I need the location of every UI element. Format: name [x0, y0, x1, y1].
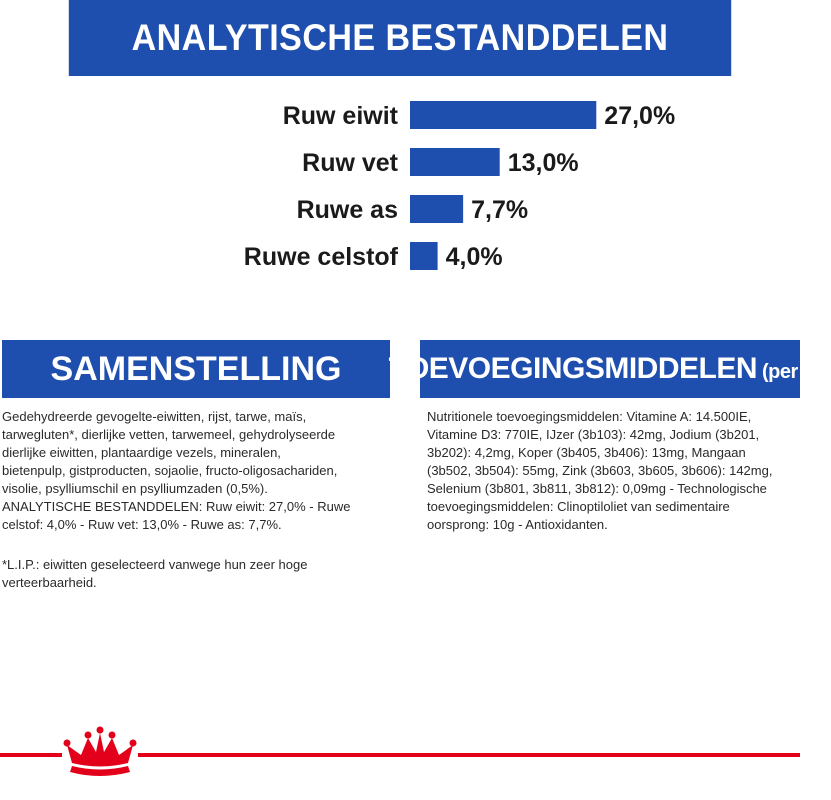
bar: [410, 242, 438, 270]
value-label: 27,0%: [604, 102, 676, 130]
bar: [410, 195, 463, 223]
composition-text: Gedehydreerde gevogelte-eiwitten, rijst, tarwe, maïs, tarwegluten*, dierlijke vetten, tarwemeel, gehydrolyseerde dierlijke eiwitten, plantaardige vezels, mineralen, bietenpulp, gistproducten, sojaolie, fructo-oligosachariden, visolie, psylliumschil en psylliumzaden (0,5%). ANALYTISCHE BESTANDDELEN: Ruw eiwit: 27,0% - Ruwe celstof: 4,0% - Ruw vet: 13,0% - Ruwe as: 7,7%.: [2, 409, 351, 532]
category-label: Ruwe celstof: [243, 243, 398, 271]
additives-title-suffix: (per kg): [762, 360, 831, 383]
additives-title: [388, 340, 831, 398]
value-label: 13,0%: [507, 149, 579, 177]
additives-text: Nutritionele toevoegingsmiddelen: Vitamine A: 14.500IE, Vitamine D3: 770IE, IJzer (3b103): 42mg, Jodium (3b201, 3b202): 4,2mg, Koper (3b405, 3b406): 13mg, Mangaan (3b502, 3b504): 55mg, Zink (3b603, 3b605, 3b606): 142mg, Selenium (3b801, 3b811, 3b812): 0,09mg - Technologische toevoegingsmiddelen: Clinoptiloliet van sedimentaire oorsprong: 10g - Antioxidanten.: [427, 409, 773, 532]
footer-line-left: [0, 753, 62, 757]
lip-footnote: *L.I.P.: eiwitten geselecteerd vanwege hun zeer hoge verteerbaarheid.: [2, 557, 308, 590]
bar: [410, 101, 596, 129]
royal-canin-crown-icon: [64, 727, 137, 777]
composition-title: SAMENSTELLING: [2, 340, 390, 398]
analytics-bar-chart: [0, 90, 800, 290]
category-label: Ruw vet: [302, 149, 398, 177]
additives-title-main: TOEVOEGINGSMIDDELEN: [388, 352, 757, 385]
value-label: 7,7%: [471, 196, 529, 224]
footer-line-right: [138, 753, 800, 757]
bar: [410, 148, 500, 176]
category-label: Ruwe as: [296, 196, 398, 224]
category-label: Ruw eiwit: [282, 102, 398, 130]
page-title: ANALYTISCHE BESTANDDELEN: [69, 0, 731, 76]
value-label: 4,0%: [445, 243, 503, 271]
